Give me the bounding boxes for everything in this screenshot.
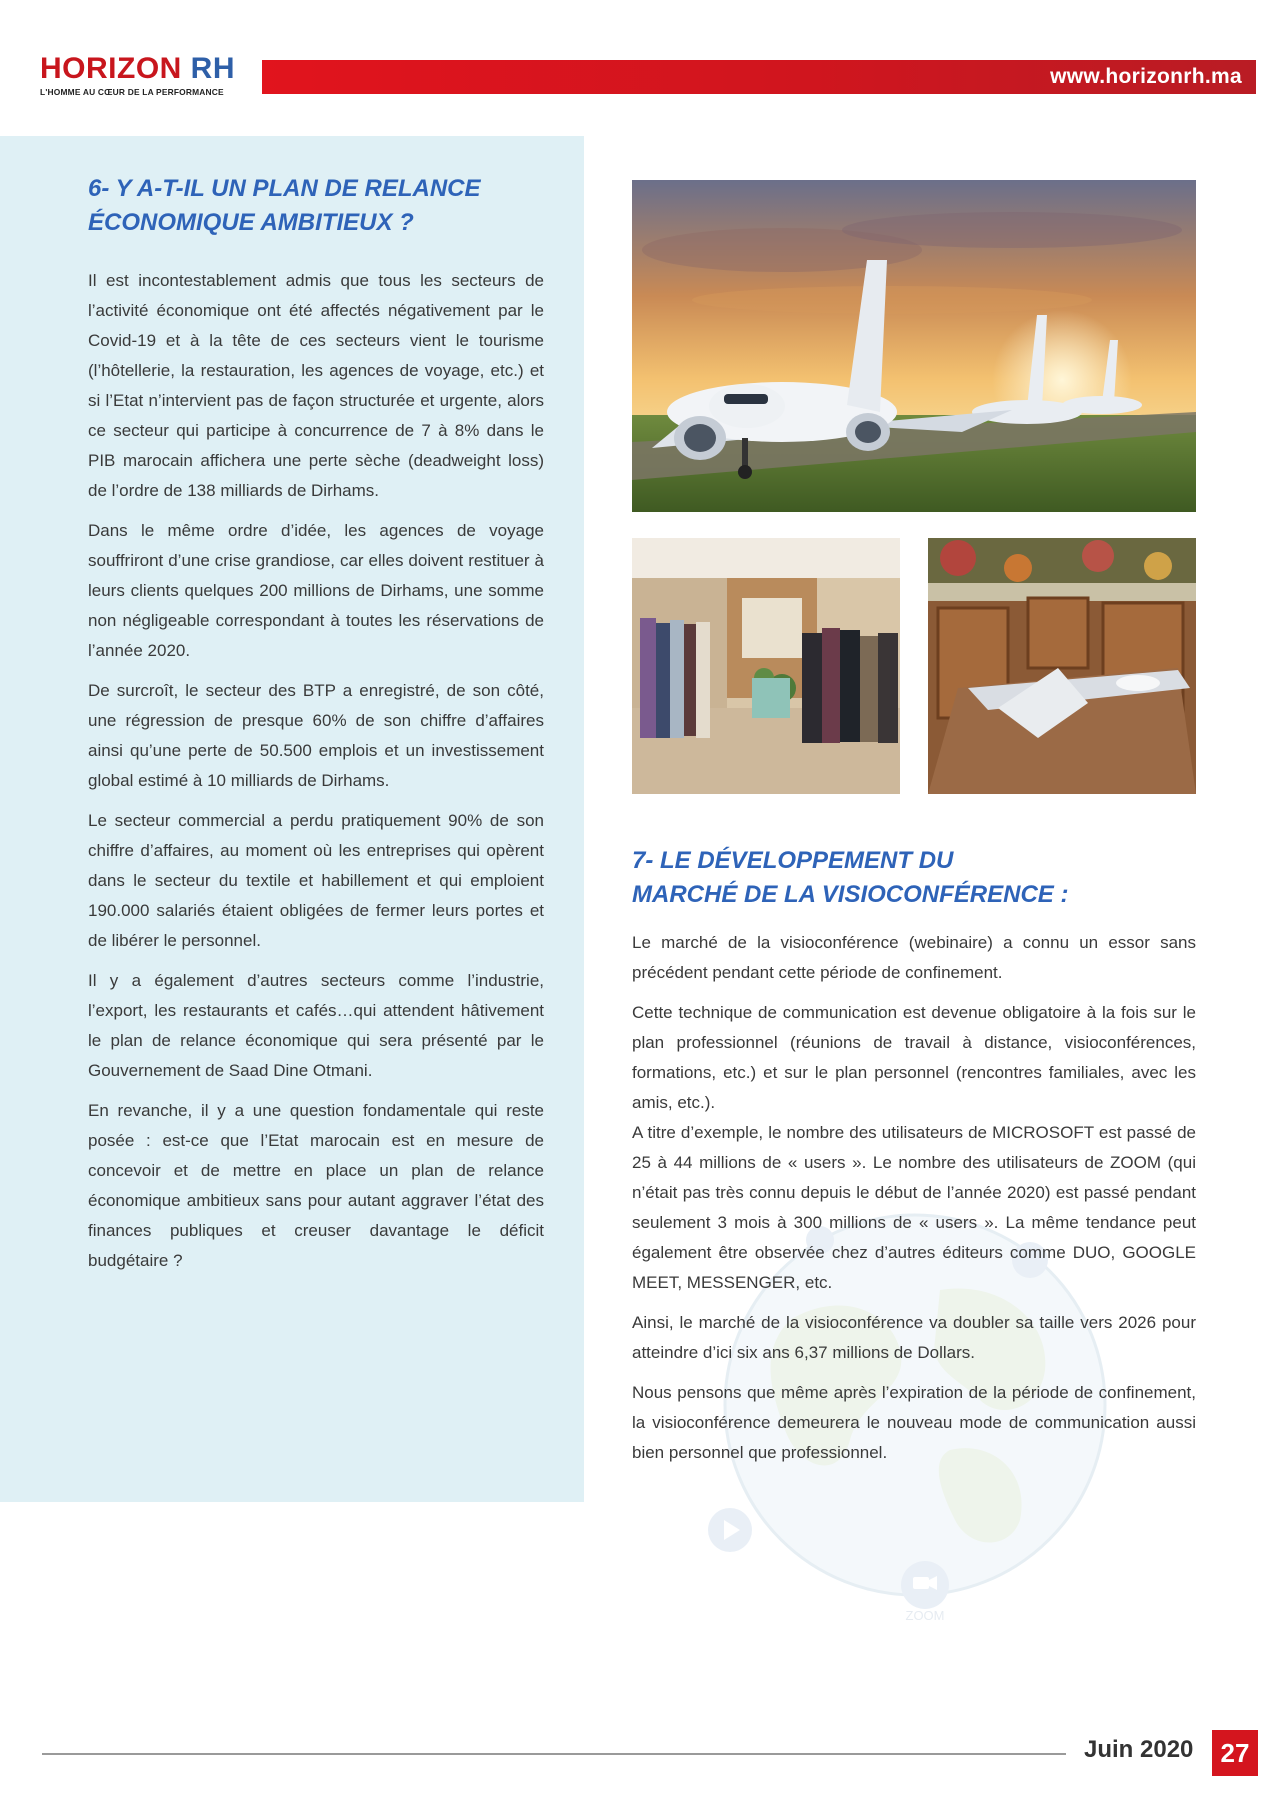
section-7: [632, 844, 1196, 1478]
logo-rh: RH: [190, 52, 236, 85]
issue-date: Juin 2020: [1084, 1736, 1194, 1763]
section-7-paragraph: Le marché de la visioconférence (webinaire) a connu un essor sans précédent pendant cette période de confinement.: [632, 933, 1196, 982]
clothing-store-photo: [632, 538, 900, 794]
section-7-title: 7- LE DÉVELOPPEMENT DU MARCHÉ DE LA VISIOCONFÉRENCE :: [632, 847, 1069, 908]
horizon-rh-logo: [40, 54, 240, 97]
section-6-paragraph: Dans le même ordre d’idée, les agences de voyage souffriront d’une crise grandiose, car elles doivent restituer à leurs clients quelques 200 millions de Dirhams, une somme non négligeable correspondant à toutes les réservations de l’année 2020.: [88, 521, 544, 660]
section-7-paragraph: Ainsi, le marché de la visioconférence va doubler sa taille vers 2026 pour atteindre d’ici six ans 6,37 millions de Dollars.: [632, 1313, 1196, 1362]
photo-row: [632, 538, 1196, 794]
zoom-label: ZOOM: [905, 1608, 945, 1620]
logo-wordmark: [40, 54, 240, 84]
footer-divider: [42, 1753, 1066, 1755]
section-6: [88, 172, 544, 1286]
logo-tagline: L'HOMME AU CŒUR DE LA PERFORMANCE: [40, 87, 224, 97]
section-7-paragraph: Nous pensons que même après l’expiration de la période de confinement, la visioconférence demeurera le nouveau mode de communication aussi bien personnel que professionnel.: [632, 1383, 1196, 1462]
header-bar: [262, 60, 1256, 94]
logo-horizon: HORIZON: [40, 52, 182, 85]
section-6-title: 6- Y A-T-IL UN PLAN DE RELANCE ÉCONOMIQUE AMBITIEUX ?: [88, 175, 481, 236]
section-6-paragraph: En revanche, il y a une question fondamentale qui reste posée : est-ce que l’Etat marocain est en mesure de concevoir et de mettre en place un plan de relance économique ambitieux sans pour autant aggraver l’état des finances publiques et creuser davantage le déficit budgétaire ?: [88, 1101, 544, 1270]
photo-group: [632, 180, 1196, 794]
page-number: 27: [1212, 1730, 1258, 1776]
section-7-paragraph: Cette technique de communication est devenue obligatoire à la fois sur le plan professionnel (réunions de travail à distance, visioconférences, formations, etc.) et sur le plan personnel (rencontres familiales, avec les amis, etc.).: [632, 1003, 1196, 1112]
restaurant-photo: [928, 538, 1196, 794]
section-6-paragraph: Le secteur commercial a perdu pratiquement 90% de son chiffre d’affaires, au moment où les entreprises qui opèrent dans le secteur du textile et habillement et qui emploient 190.000 salariés étaient obligées de fermer leurs portes et de libérer le personnel.: [88, 811, 544, 950]
section-6-paragraph: Il y a également d’autres secteurs comme l’industrie, l’export, les restaurants et cafés…qui attendent hâtivement le plan de relance économique qui sera présenté par le Gouvernement de Saad Dine Otmani.: [88, 971, 544, 1080]
section-6-paragraph: Il est incontestablement admis que tous les secteurs de l’activité économique ont été affectés négativement par le Covid-19 et à la tête de ces secteurs vient le tourisme (l’hôtellerie, la restauration, les agences de voyage, etc.) et si l’Etat n’intervient pas de façon structurée et urgente, alors ce secteur qui participe à concurrence de 7 à 8% dans le PIB marocain affichera une perte sèche (deadweight loss) de l’ordre de 138 milliards de Dirhams.: [88, 271, 544, 500]
website-url[interactable]: www.horizonrh.ma: [1050, 65, 1242, 88]
airplanes-photo: [632, 180, 1196, 512]
section-6-paragraph: De surcroît, le secteur des BTP a enregistré, de son côté, une régression de presque 60% de son chiffre d’affaires ainsi qu’une perte de 50.500 emplois et un investissement global estimé à 10 milliards de Dirhams.: [88, 681, 544, 790]
section-7-paragraph: A titre d’exemple, le nombre des utilisateurs de MICROSOFT est passé de 25 à 44 millions de « users ». Le nombre des utilisateurs de ZOOM (qui n’était pas très connu depuis le début de l’année 2020) est passé pendant seulement 3 mois à 300 millions de « users ». La même tendance peut également être observée chez d’autres éditeurs comme DUO, GOOGLE MEET, MESSENGER, etc.: [632, 1123, 1196, 1292]
